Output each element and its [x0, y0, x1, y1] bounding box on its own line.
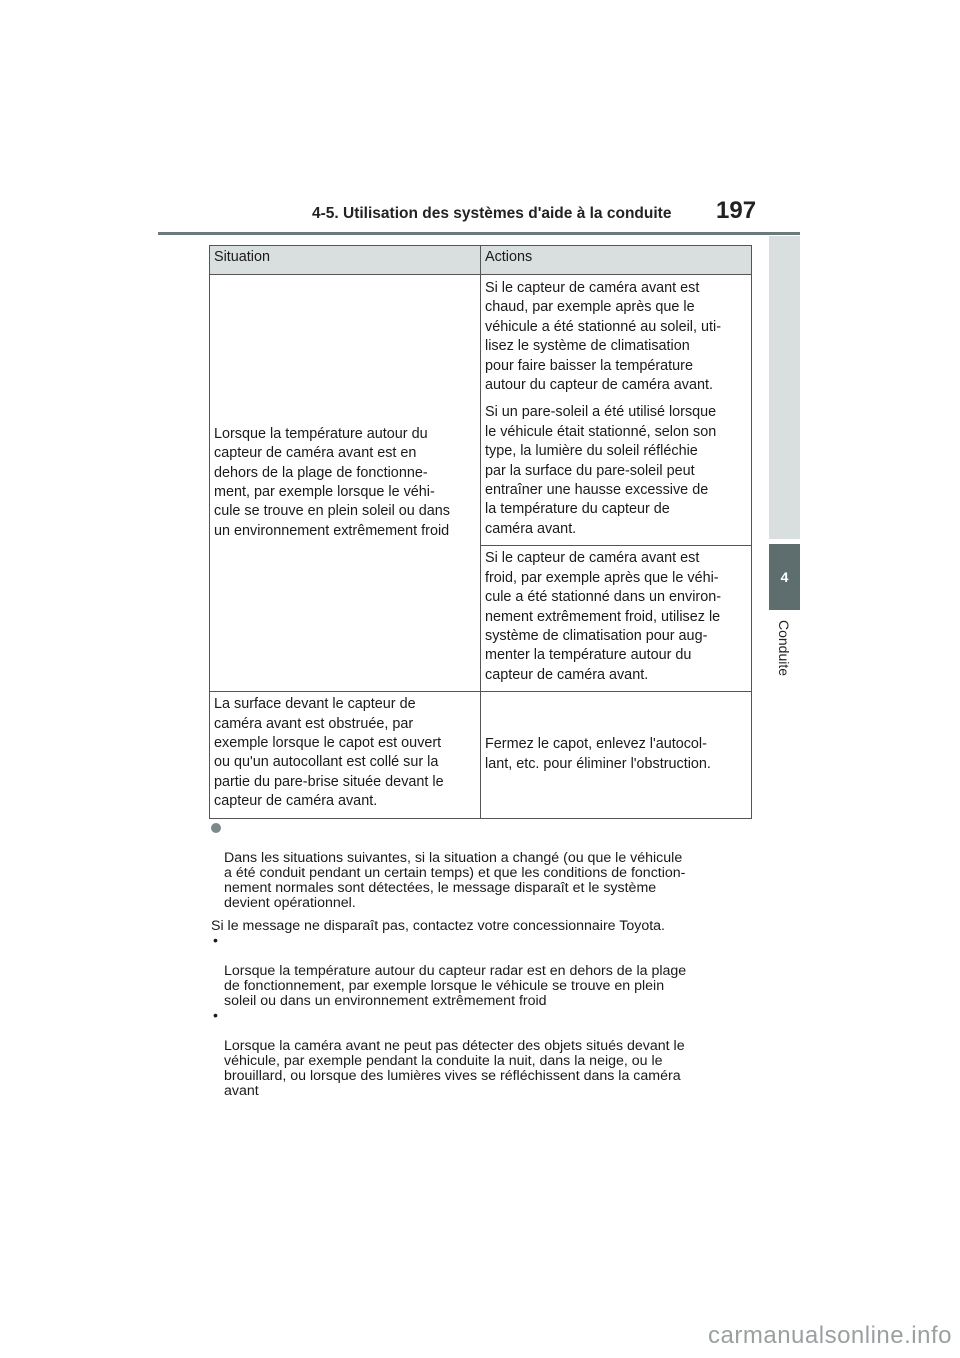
action-text: Si un pare-soleil a été utilisé lorsque le véhicule était stationné, selon son type, la lumière du soleil réfléchie par la surface du pare-soleil peut entraîner une hausse excessive de la température du capteur de caméra avant.: [485, 404, 717, 537]
situation-text: Lorsque la température autour du capteur de caméra avant est en dehors de la plage de fonctionne- ment, par exemple lorsque le véhi- cule se trouve en plein soleil ou dans un environnement extrêmement froid: [214, 425, 450, 539]
side-tab-background: [769, 236, 800, 539]
column-header-situation: Situation: [210, 246, 481, 275]
watermark: carmanualsonline.info: [708, 1322, 952, 1349]
bullet-mark: •: [213, 1008, 218, 1024]
situation-text: La surface devant le capteur de caméra avant est obstruée, par exemple lorsque le capot est ouvert ou qu'un autocollant est collé sur la partie du pare-brise située devant le capteur de caméra avant.: [214, 696, 444, 810]
action-text: Si le capteur de caméra avant est froid, par exemple après que le véhi- cule a été stationné dans un environ- nement extrêmement froid, utilisez le système de climatisation pour aug- menter la température autour du capteur de caméra avant.: [485, 550, 722, 683]
list-item-text: Lorsque la caméra avant ne peut pas détecter des objets situés devant le véhicule, par exemple pendant la conduite la nuit, dans la neige, ou le brouillard, ou lorsque des lumières vives se réfléchissent dans la caméra avant: [224, 1038, 685, 1099]
bullet-icon: [211, 823, 221, 833]
table-header-row: [210, 246, 752, 275]
actions-cell: [481, 546, 752, 692]
action-text: Fermez le capot, enlevez l'autocol- lant, etc. pour éliminer l'obstruction.: [485, 736, 711, 772]
list-item: [211, 1009, 756, 1099]
action-text: Si le capteur de caméra avant est chaud, par exemple après que le véhicule a été stationné au soleil, uti- lisez le système de climatisation pour faire baisser la température autour du capteur de caméra avant.: [485, 280, 721, 394]
actions-cell: [481, 275, 752, 546]
list-item-text: Lorsque la température autour du capteur radar est en dehors de la plage de fonctionnement, par exemple lorsque le véhicule se trouve en plein soleil ou dans un environnement extrêmement froid: [224, 963, 687, 1009]
situation-cell: [210, 275, 481, 692]
situation-actions-table: [209, 245, 752, 819]
table-row: [210, 275, 752, 546]
table-row: [210, 692, 752, 818]
chapter-number: 4: [780, 569, 789, 585]
bullet-paragraph: [211, 821, 756, 911]
chapter-label: Conduite: [776, 620, 792, 677]
page-number: 197: [716, 197, 757, 224]
section-title: 4-5. Utilisation des systèmes d'aide à la conduite: [312, 205, 672, 222]
header-divider: [158, 232, 800, 235]
list-item: [211, 934, 756, 1009]
column-header-actions: Actions: [481, 246, 752, 275]
situation-cell: [210, 692, 481, 818]
dealer-note: Si le message ne disparaît pas, contactez votre concessionnaire Toyota.: [211, 918, 665, 934]
bullet-mark: •: [213, 933, 218, 949]
chapter-tab[interactable]: [769, 544, 800, 610]
body-text: [211, 821, 756, 1099]
bullet-paragraph-text: Dans les situations suivantes, si la situation a changé (ou que le véhicule a été conduit pendant un certain temps) et que les conditions de fonction- nement normales sont détectées, le message disparaît et le système devient opérationnel.: [224, 850, 686, 911]
actions-cell: [481, 692, 752, 818]
